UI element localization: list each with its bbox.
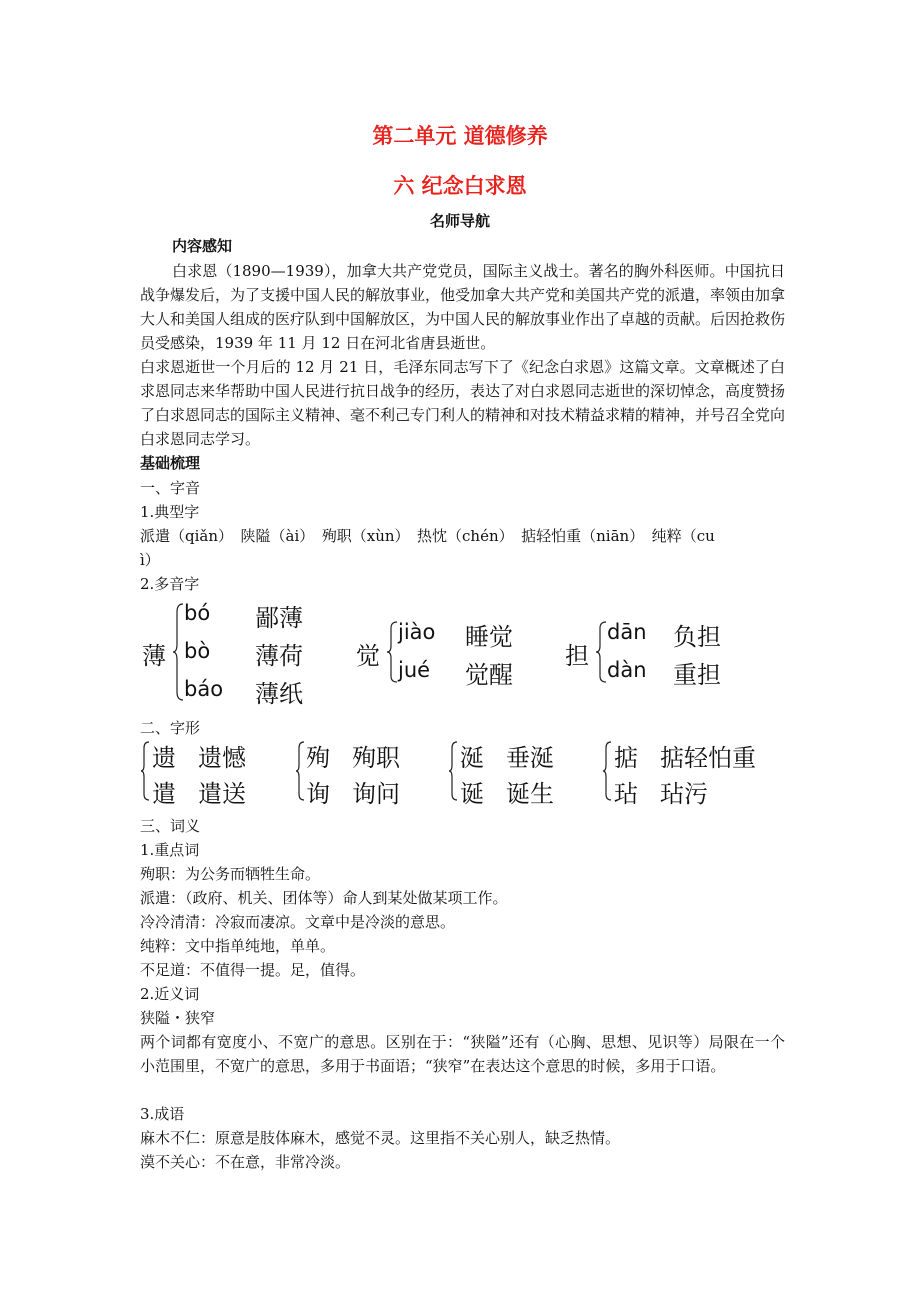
- shape-g3-word-2: 诞生: [506, 780, 554, 808]
- content-heading: 内容感知: [172, 237, 233, 255]
- intro-paragraph-2: 白求恩逝世一个月后的 12 月 21 日，毛泽东同志写下了《纪念白求恩》这篇文章。文章概述了白求恩同志来华帮助中国人民进行抗日战争的经历，表达了对白求恩同志逝世的深切悼念，高度赞扬了白求恩同志的国际主义精神、毫不利己专门利人的精神和对技术精益求精的精神，并号召全党向白求恩同志学习。: [140, 358, 786, 448]
- poly-bo-pinyin-2: bò: [184, 639, 211, 663]
- definition-2: 派遣：（政府、机关、团体等）命人到某处做某项工作。: [140, 889, 508, 907]
- shape-g1-char-1: 遗: [152, 744, 176, 772]
- shape-g4-word-2: 玷污: [660, 780, 708, 808]
- shape-g2-word-1: 殉职: [352, 744, 400, 772]
- brace-icon: [595, 620, 607, 684]
- definition-3: 冷冷清清：冷寂而凄凉。文章中是冷淡的意思。: [140, 913, 456, 931]
- poly-dan-pinyin-2: dàn: [607, 658, 647, 682]
- shape-g2-word-2: 询问: [352, 780, 400, 808]
- brace-icon: [448, 740, 458, 802]
- unit-title: 第二单元 道德修养: [372, 124, 548, 148]
- poly-bo-pinyin-3: báo: [184, 677, 224, 701]
- subsection-idioms: 3.成语: [140, 1105, 185, 1123]
- shape-g2-char-1: 殉: [306, 744, 330, 772]
- definition-1: 殉职：为公务而牺牲生命。: [140, 865, 321, 883]
- poly-char-dan: 担: [565, 642, 589, 670]
- basics-heading: 基础梳理: [140, 454, 201, 472]
- poly-jue-word-1: 睡觉: [465, 623, 513, 651]
- shape-g1-word-1: 遗憾: [198, 744, 246, 772]
- shape-g4-char-1: 掂: [614, 744, 638, 772]
- brace-icon: [386, 620, 398, 684]
- poly-dan-pinyin-1: dān: [607, 620, 647, 644]
- brace-icon: [295, 740, 305, 802]
- typical-chars-line-2: ì）: [140, 551, 160, 569]
- brace-icon: [140, 740, 150, 802]
- typical-chars-line-1: 派遣（qiǎn） 陕隘（ài） 殉职（xùn） 热忱（chén） 掂轻怕重（niān） 纯粹（cu: [140, 527, 715, 545]
- poly-char-bo: 薄: [142, 642, 166, 670]
- section-character-shape: 二、字形: [140, 719, 201, 737]
- brace-icon: [602, 740, 612, 802]
- section-pronunciation: 一、字音: [140, 479, 201, 497]
- shape-g2-char-2: 询: [306, 780, 330, 808]
- shape-g3-word-1: 垂涎: [506, 744, 554, 772]
- subsection-key-words: 1.重点词: [140, 841, 200, 859]
- idiom-2: 漠不关心：不在意，非常冷淡。: [140, 1153, 351, 1171]
- subsection-typical: 1.典型字: [140, 503, 200, 521]
- poly-dan-word-2: 重担: [673, 661, 721, 689]
- lesson-title: 六 纪念白求恩: [393, 174, 527, 198]
- poly-jue-pinyin-1: jiào: [398, 620, 436, 644]
- definition-4: 纯粹：文中指单纯地，单单。: [140, 937, 336, 955]
- definition-5: 不足道：不值得一提。足，值得。: [140, 961, 366, 979]
- guide-heading: 名师导航: [429, 212, 490, 230]
- subsection-polyphonic: 2.多音字: [140, 575, 200, 593]
- intro-paragraph-1: 白求恩（1890—1939），加拿大共产党党员，国际主义战士。著名的胸外科医师。中国抗日战争爆发后，为了支援中国人民的解放事业，他受加拿大共产党和美国共产党的派遣，率领由加拿大人和美国人组成的医疗队到中国解放区，为中国人民的解放事业作出了卓越的贡献。后因抢救伤员受感染，1939 年 11 月 12 日在河北省唐县逝世。: [140, 262, 786, 352]
- synonym-pair: 狭隘・狭窄: [140, 1009, 216, 1027]
- shape-g1-word-2: 遣送: [198, 780, 246, 808]
- subsection-synonyms: 2.近义词: [140, 985, 200, 1003]
- idiom-1: 麻木不仁：原意是肢体麻木，感觉不灵。这里指不关心别人，缺乏热情。: [140, 1129, 621, 1147]
- poly-jue-pinyin-2: jué: [398, 658, 431, 682]
- poly-bo-pinyin-1: bó: [184, 601, 211, 625]
- poly-bo-word-3: 薄纸: [255, 680, 303, 708]
- shape-g4-word-1: 掂轻怕重: [660, 744, 756, 772]
- poly-bo-word-1: 鄙薄: [255, 604, 303, 632]
- shape-g4-char-2: 玷: [614, 780, 638, 808]
- shape-g3-char-1: 涎: [460, 744, 484, 772]
- poly-bo-word-2: 薄荷: [255, 642, 303, 670]
- poly-jue-word-2: 觉醒: [465, 661, 513, 689]
- poly-char-jue: 觉: [356, 642, 380, 670]
- synonym-explanation: 两个词都有宽度小、不宽广的意思。区别在于：“狭隘”还有（心胸、思想、见识等）局限在一个小范围里，不宽广的意思，多用于书面语；“狭窄”在表达这个意思的时候，多用于口语。: [140, 1033, 785, 1075]
- brace-icon: [172, 602, 184, 702]
- poly-dan-word-1: 负担: [673, 623, 721, 651]
- section-word-meaning: 三、词义: [140, 817, 201, 835]
- shape-g3-char-2: 诞: [460, 780, 484, 808]
- shape-g1-char-2: 遣: [152, 780, 176, 808]
